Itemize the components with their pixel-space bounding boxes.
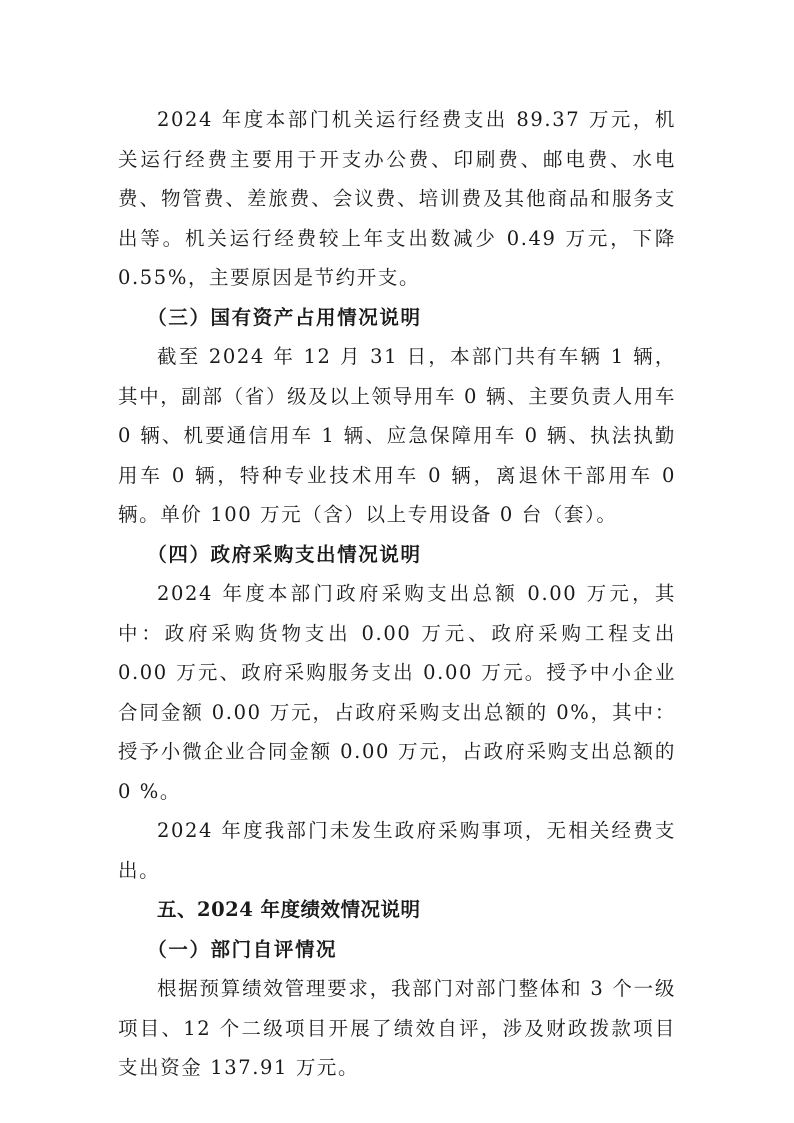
heading-performance: 五、2024 年度绩效情况说明 — [157, 898, 421, 921]
paragraph-operating-expenses: 2024 年度本部门机关运行经费支出 89.37 万元，机关运行经费主要用于开支办公费、印刷费、邮电费、水电费、物管费、差旅费、会议费、培训费及其他商品和服务支出等。机关运行经费较上年支出数减少 0.49 万元，下降 0.55%，主要原因是节约开支。 — [118, 108, 676, 289]
heading-self-evaluation: （一）部门自评情况 — [147, 937, 338, 961]
document-page — [118, 100, 676, 1088]
paragraph-state-assets: 截至 2024 年 12 月 31 日，本部门共有车辆 1 辆，其中，副部（省）级及以上领导用车 0 辆、主要负责人用车 0 辆、机要通信用车 1 辆、应急保障用车 0 辆、执法执勤用车 0 辆，特种专业技术用车 0 辆，离退休干部用车 0 辆。单价 100 万元（含）以上专用设备 0 台（套）。 — [118, 345, 676, 526]
paragraph-self-evaluation: 根据预算绩效管理要求，我部门对部门整体和 3 个一级项目、12 个二级项目开展了绩效自评，涉及财政拨款项目支出资金 137.91 万元。 — [118, 977, 676, 1079]
heading-government-procurement: （四）政府采购支出情况说明 — [147, 542, 422, 566]
paragraph-no-procurement: 2024 年度我部门未发生政府采购事项，无相关经费支出。 — [118, 819, 676, 882]
paragraph-government-procurement: 2024 年度本部门政府采购支出总额 0.00 万元，其中：政府采购货物支出 0.00 万元、政府采购工程支出 0.00 万元、政府采购服务支出 0.00 万元。授予中小企业合同金额 0.00 万元，占政府采购支出总额的 0%，其中：授予小微企业合同金额 0.00 万元，占政府采购支出总额的 0 %。 — [118, 582, 676, 803]
heading-state-assets: （三）国有资产占用情况说明 — [147, 305, 422, 329]
